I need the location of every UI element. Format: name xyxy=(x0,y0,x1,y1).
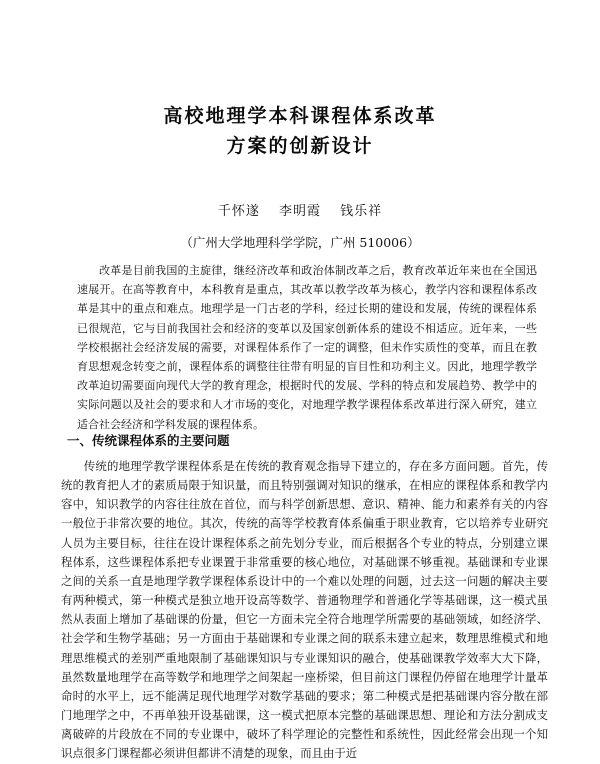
paper-title-line-1: 高校地理学本科课程体系改革 xyxy=(163,105,437,127)
section-heading: 一、传统课程体系的主要问题 xyxy=(67,433,230,448)
paper-title-line-2: 方案的创新设计 xyxy=(226,135,374,157)
body-paragraph: 传统的地理学教学课程体系是在传统的教育观念指导下建立的，存在多方面问题。首先，传统的教育把人才的素质局限于知识量，而且特别强调对知识的继承，在相应的课程体系和教学内容中，知识教学的内容往往放在首位，而与科学创新思想、意识、精神、能力和素养有关的内容一般位于非常次要的地位。其次，传统的高等学校教育体系偏重于职业教育，它以培养专业研究人员为主要目标，往往在设计课程体系之前先划分专业，而后根据各个专业的特点，分别建立课程体系，这些课程体系把专业课置于非常重要的核心地位，对基础课不够重视。基础课和专业课之间的关系一直是地理学教学课程体系设计中的一个难以处理的问题，过去这一问题的解决主要有两种模式，第一种模式是独立地开设高等数学、普通物理学和普通化学等基础课，这一模式虽然从表面上增加了基础课的份量，但它一方面未完全符合地理学所需要的基础领域，如经济学、社会学和生物学基础；另一方面由于基础课和专业课之间的联系未建立起来，数理思维模式和地理思维模式的差别严重地限制了基础课知识与专业课知识的融合，使基础课教学效率大大下降，虽然数量地理学在高等数学和地理学之间架起一座桥梁，但目前这门课程仍停留在地理学计量革命时的水平上，远不能满足现代地理学对数学基础的要求；第二种模式是把基础课内容分散在部门地理学之中，不再单独开设基础课，这一模式把原本完整的基础课思想、理论和方法分割成支离破碎的片段放在不同的专业课中，破坏了科学理论的完整性和系统性，因此经常会出现一个知识点很多门课程都必须讲但都讲不清楚的现象，而且由于近 xyxy=(61,459,548,761)
abstract-paragraph: 改革是目前我国的主旋律，继经济改革和政治体制改革之后，教育改革近年来也在全国迅速展开。在高等教育中，本科教育是重点，其改革以教学改革为核心，教学内容和课程体系改革是其中的重点和难点。地理学是一门古老的学科，经过长期的建设和发展，传统的课程体系已很规范，它与目前我国社会和经济的变革以及国家创新体系的建设不相适应。近年来，一些学校根据社会经济发展的需要，对课程体系作了一定的调整，但未作实质性的变革，而且在教育思想观念转变之前，课程体系的调整往往带有明显的盲目性和功利主义。因此，地理学教学改革迫切需要面向现代大学的教育理念，根据时代的发展、学科的特点和发展趋势、教学中的实际问题以及社会的要求和人才市场的变化，对地理学教学课程体系改革进行深入研究，建立适合社会经济和学科发展的课程体系。 xyxy=(77,264,537,431)
author-affiliation: （广州大学地理科学学院，广州 510006） xyxy=(180,235,420,250)
author-list: 千怀遂 李明霞 钱乐祥 xyxy=(217,204,383,219)
